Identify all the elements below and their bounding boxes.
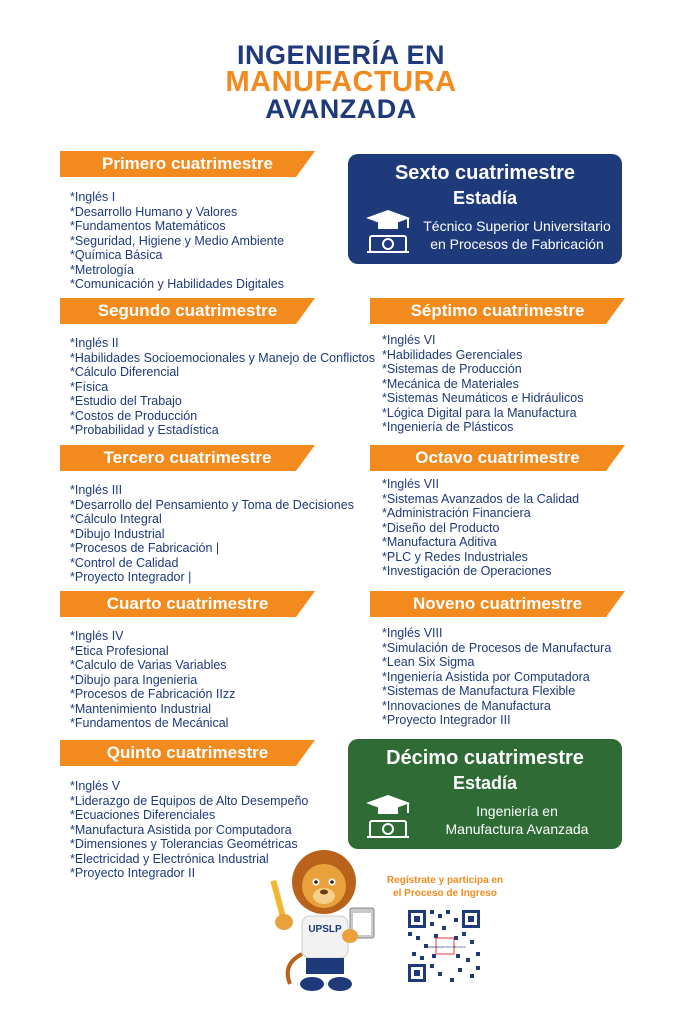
course-item: *Sistemas Avanzados de la Calidad	[382, 491, 580, 506]
courses-s1	[70, 190, 284, 292]
course-item: *Sistemas Neumáticos e Hidráulicos	[382, 391, 584, 405]
box-decimo	[348, 739, 622, 849]
course-item: *Fundamentos Matemáticos	[70, 219, 226, 233]
course-item: *Liderazgo de Equipos de Alto Desempeño	[70, 793, 309, 808]
course-item: *PLC y Redes Industriales	[382, 549, 528, 564]
course-item: *Inglés IV	[70, 629, 124, 643]
course-item: *Diseño del Producto	[382, 520, 500, 535]
graduation-cap-icon	[364, 791, 412, 841]
course-item: *Desarrollo Humano y Valores	[70, 204, 238, 219]
qr-center-text: UNIVERSIDAD POLITÉCNICA	[424, 945, 466, 949]
box-decimo-subtitle: Estadía	[452, 773, 518, 793]
banner-s5	[60, 740, 315, 766]
course-item: *Dimensiones y Tolerancias Geométricas	[70, 837, 298, 851]
graduation-cap-icon	[364, 206, 412, 256]
box-decimo-title: Décimo cuatrimestre	[386, 747, 584, 769]
course-item: *Mantenimiento Industrial	[70, 701, 212, 716]
title-line-2: MANUFACTURA	[225, 66, 457, 98]
title-line-3: AVANZADA	[265, 94, 417, 124]
banner-s4-title: Cuarto cuatrimestre	[106, 594, 269, 613]
course-item: *Sistemas de Manufactura Flexible	[382, 684, 576, 698]
banner-s8	[370, 445, 625, 471]
box-sexto-title: Sexto cuatrimestre	[394, 162, 576, 184]
box-sexto-degree	[418, 217, 616, 253]
box-sexto-degree-line2: en Procesos de Fabricación	[430, 236, 604, 252]
course-item: *Estudio del Trabajo	[70, 394, 182, 408]
course-item: *Dibujo para Ingenieria	[70, 672, 198, 687]
course-item: *Cálculo Diferencial	[70, 365, 180, 379]
course-item: *Fundamentos de Mecánical	[70, 716, 229, 730]
course-item: *Inglés VII	[382, 477, 439, 491]
course-item: *Habilidades Socioemocionales y Manejo de Conflictos	[70, 350, 376, 365]
title-line-1: INGENIERÍA EN	[236, 40, 446, 70]
course-item: *Simulación de Procesos de Manufactura	[382, 640, 612, 655]
course-item: *Inglés I	[70, 190, 116, 204]
course-item: *Cálculo Integral	[70, 512, 162, 526]
banner-s8-title: Octavo cuatrimestre	[415, 448, 580, 467]
box-sexto-degree-line1: Técnico Superior Universitario	[423, 218, 611, 234]
course-item: *Inglés VIII	[382, 626, 443, 640]
cta-line1: Regístrate y participa en	[386, 875, 504, 886]
course-item: *Habilidades Gerenciales	[382, 347, 523, 362]
course-item: *Física	[70, 379, 109, 394]
course-item: *Inglés VI	[382, 333, 436, 347]
course-item: *Seguridad, Higiene y Medio Ambiente	[70, 233, 285, 248]
course-item: *Ingeniería de Plásticos	[382, 420, 514, 434]
courses-s3	[70, 483, 354, 585]
course-item: *Lean Six Sigma	[382, 655, 475, 669]
cta-line2: el Proceso de Ingreso	[393, 888, 497, 899]
course-item: *Inglés V	[70, 779, 121, 793]
banner-s1-title: Primero cuatrimestre	[101, 154, 274, 173]
call-to-action	[360, 874, 530, 900]
courses-s7	[382, 333, 583, 435]
course-item: *Manufactura Asistida por Computadora	[70, 822, 292, 837]
course-item: *Manufactura Aditiva	[382, 535, 497, 549]
course-item: *Ecuaciones Diferenciales	[70, 808, 216, 822]
course-item: *Inglés II	[70, 336, 119, 350]
course-item: *Calculo de Varias Variables	[70, 658, 227, 672]
course-item: *Sistemas de Producción	[382, 362, 522, 376]
banner-s3-title: Tercero cuatrimestre	[103, 448, 272, 467]
banner-s4	[60, 591, 315, 617]
box-sexto-subtitle: Estadía	[452, 188, 518, 208]
banner-s5-title: Quinto cuatrimestre	[106, 743, 269, 762]
course-item: *Procesos de Fabricación |	[70, 541, 220, 555]
course-item: *Costos de Producción	[70, 408, 198, 423]
qr-code-icon[interactable]	[406, 908, 482, 984]
banner-s7	[370, 298, 625, 324]
course-item: *Química Básica	[70, 248, 163, 262]
box-decimo-degree-line2: Manufactura Avanzada	[445, 821, 589, 837]
courses-s8	[382, 477, 579, 579]
course-item: *Inglés III	[70, 483, 123, 497]
course-item: *Proyecto Integrador II	[70, 866, 196, 880]
courses-s9	[382, 626, 611, 728]
course-item: *Procesos de Fabricación IIzz	[70, 687, 236, 701]
course-item: *Etica Profesional	[70, 643, 169, 658]
course-item: *Investigación de Operaciones	[382, 564, 552, 578]
course-item: *Administración Financiera	[382, 506, 531, 520]
course-item: *Lógica Digital para la Manufactura	[382, 405, 577, 420]
mascot-shirt-text: UPSLP	[308, 924, 342, 935]
lion-mascot	[262, 846, 382, 996]
courses-s2	[70, 336, 375, 438]
box-sexto	[348, 154, 622, 264]
course-item: *Comunicación y Habilidades Digitales	[70, 277, 284, 291]
banner-s1	[60, 151, 315, 177]
banner-s9-title: Noveno cuatrimestre	[412, 594, 583, 613]
course-item: *Mecánica de Materiales	[382, 376, 519, 391]
course-item: *Proyecto Integrador |	[70, 570, 192, 584]
box-decimo-degree-line1: Ingeniería en	[476, 803, 558, 819]
banner-s2-title: Segundo cuatrimestre	[97, 301, 278, 320]
banner-s2	[60, 298, 315, 324]
course-item: *Control de Calidad	[70, 555, 179, 570]
course-item: *Proyecto Integrador III	[382, 713, 511, 727]
course-item: *Dibujo Industrial	[70, 526, 165, 541]
course-item: *Metrología	[70, 262, 134, 277]
banner-s3	[60, 445, 315, 471]
banner-s9	[370, 591, 625, 617]
banner-s7-title: Séptimo cuatrimestre	[410, 301, 585, 320]
courses-s4	[70, 629, 235, 731]
course-item: *Probabilidad y Estadística	[70, 423, 219, 437]
course-item: *Desarrollo del Pensamiento y Toma de Decisiones	[70, 497, 354, 512]
course-item: *Electricidad y Electrónica Industrial	[70, 851, 269, 866]
course-item: *Innovaciones de Manufactura	[382, 698, 551, 713]
box-decimo-degree	[418, 802, 616, 838]
course-item: *Ingeniería Asistida por Computadora	[382, 669, 590, 684]
